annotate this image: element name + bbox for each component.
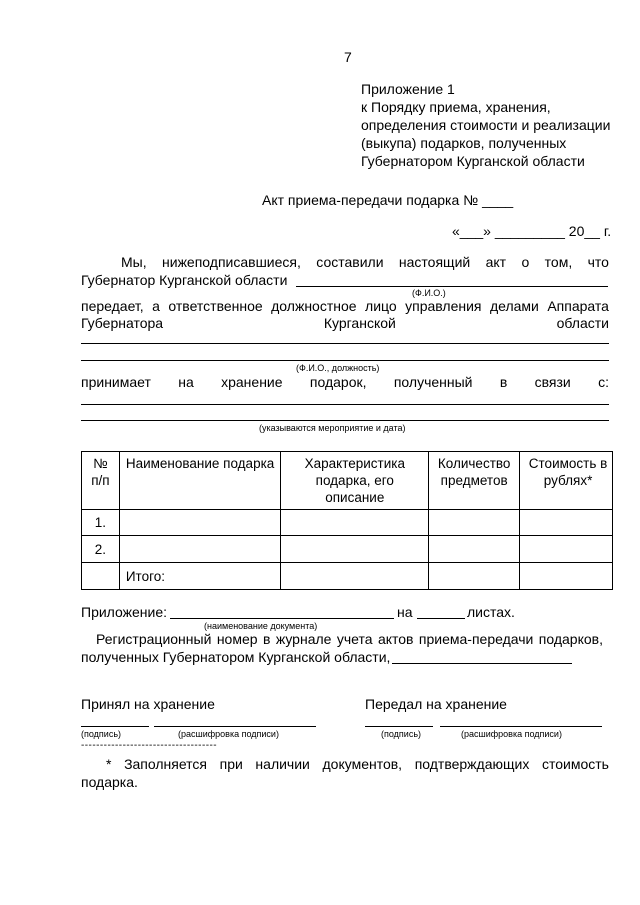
description-cell[interactable] <box>281 536 429 563</box>
registration-line1 <box>96 631 603 647</box>
appendix-header <box>361 80 610 170</box>
word: управления <box>405 298 482 314</box>
word: полученный <box>393 374 473 390</box>
gifts-table <box>81 451 613 590</box>
word: ответственное <box>168 298 263 314</box>
row-number: 2. <box>82 536 120 563</box>
table-row <box>82 510 613 536</box>
attachment-sheets: листах. <box>467 604 515 620</box>
word: составили <box>316 254 384 270</box>
accepted-decode-caption: (расшифровка подписи) <box>178 729 279 739</box>
appendix-line: к Порядку приема, хранения, <box>361 99 551 115</box>
word: связи <box>534 374 571 390</box>
date-line: «___» _________ 20__ г. <box>452 223 612 239</box>
asterisk: * <box>106 756 112 772</box>
appendix-line: определения стоимости и реализации <box>361 117 611 133</box>
attachment-label: Приложение: <box>81 604 168 620</box>
word: номер <box>216 631 258 647</box>
para3-line1 <box>81 374 609 390</box>
accepted-sign-caption: (подпись) <box>81 729 122 739</box>
word: на <box>178 374 194 390</box>
appendix-line: Губернатором Курганской области <box>361 153 585 169</box>
header-number: № п/п <box>82 452 120 510</box>
word: делами <box>489 298 539 314</box>
accepted-signature-field[interactable] <box>81 726 149 727</box>
attachment-doc-field[interactable] <box>170 618 394 619</box>
para2-line1 <box>81 298 609 314</box>
word: Аппарата <box>547 298 609 314</box>
word: подтверждающих <box>414 756 530 772</box>
word: журнале <box>275 631 332 647</box>
word: Мы, <box>121 254 147 270</box>
word: учета <box>336 631 373 647</box>
word: том, <box>544 254 573 270</box>
quantity-cell[interactable] <box>429 510 520 536</box>
appendix-line: (выкупа) подарков, полученных <box>361 135 567 151</box>
attachment-on: на <box>397 604 413 620</box>
word: Заполняется <box>124 756 208 772</box>
act-title: Акт приема-передачи подарка № ____ <box>262 192 514 208</box>
cost-cell[interactable] <box>520 563 613 590</box>
word: стоимость <box>541 756 609 772</box>
word: должностное <box>271 298 357 314</box>
word: что <box>587 254 609 270</box>
event-caption: (указываются мероприятие и дата) <box>259 423 406 433</box>
official-field-line2[interactable] <box>81 360 609 361</box>
registration-line2: полученных Губернатором Курганской области, <box>81 649 391 665</box>
word: документов, <box>322 756 403 772</box>
transferred-label: Передал на хранение <box>365 696 507 712</box>
table-header-row <box>82 452 613 510</box>
para1-line1 <box>121 254 609 270</box>
accepted-label: Принял на хранение <box>81 696 215 712</box>
word: акт <box>485 254 507 270</box>
official-caption: (Ф.И.О., должность) <box>296 363 380 373</box>
word: наличии <box>255 756 310 772</box>
event-field-line2[interactable] <box>81 420 609 421</box>
word: подарков, <box>538 631 603 647</box>
attachment-sheets-field[interactable] <box>417 618 465 619</box>
para2-line2 <box>81 315 609 331</box>
word: нижеподписавшиеся, <box>162 254 301 270</box>
row-number <box>82 563 120 590</box>
word: лицо <box>365 298 397 314</box>
quantity-cell[interactable] <box>429 536 520 563</box>
total-label: Итого: <box>119 563 281 590</box>
page-number: 7 <box>344 49 352 65</box>
word: приема-передачи <box>418 631 534 647</box>
word: принимает <box>81 374 151 390</box>
table-row <box>82 536 613 563</box>
word: при <box>219 756 243 772</box>
word: хранение <box>221 374 283 390</box>
registration-number-field[interactable] <box>392 663 572 664</box>
fio-caption: (Ф.И.О.) <box>412 288 446 298</box>
transferred-decode-field[interactable] <box>440 726 602 727</box>
footnote-line2: подарка. <box>81 774 138 790</box>
gift-name-cell[interactable] <box>119 536 281 563</box>
word: подарок, <box>309 374 367 390</box>
word: в <box>499 374 508 390</box>
word: актов <box>377 631 414 647</box>
attachment-caption: (наименование документа) <box>204 621 318 631</box>
header-cost: Стоимость в рублях* <box>520 452 613 510</box>
row-number: 1. <box>82 510 120 536</box>
appendix-line: Приложение 1 <box>361 81 455 97</box>
description-cell[interactable] <box>281 563 429 590</box>
word: о <box>521 254 530 270</box>
footnote-line1 <box>106 756 609 772</box>
transferred-decode-caption: (расшифровка подписи) <box>461 729 562 739</box>
word: области <box>556 315 609 331</box>
cost-cell[interactable] <box>520 510 613 536</box>
quantity-cell[interactable] <box>429 563 520 590</box>
header-gift-name: Наименование подарка <box>119 452 281 510</box>
word: передает, <box>81 298 144 314</box>
header-description: Характеристика подарка, его описание <box>281 452 429 510</box>
word: Регистрационный <box>96 631 212 647</box>
transferred-sign-caption: (подпись) <box>381 729 422 739</box>
footnote-separator: ------------------------------------ <box>81 740 218 751</box>
word: настоящий <box>398 254 471 270</box>
word: Губернатора <box>81 315 164 331</box>
description-cell[interactable] <box>281 510 429 536</box>
gift-name-cell[interactable] <box>119 510 281 536</box>
word: а <box>152 298 160 314</box>
fio-field[interactable] <box>296 286 608 287</box>
word: Курганской <box>323 315 396 331</box>
official-field-line1[interactable] <box>81 343 609 344</box>
para1-line2: Губернатор Курганской области <box>81 272 288 288</box>
cost-cell[interactable] <box>520 536 613 563</box>
accepted-decode-field[interactable] <box>154 726 316 727</box>
header-quantity: Количество предметов <box>429 452 520 510</box>
word: с: <box>598 374 609 390</box>
event-field-line1[interactable] <box>81 404 609 405</box>
table-total-row <box>82 563 613 590</box>
word: в <box>262 631 271 647</box>
transferred-signature-field[interactable] <box>365 726 433 727</box>
